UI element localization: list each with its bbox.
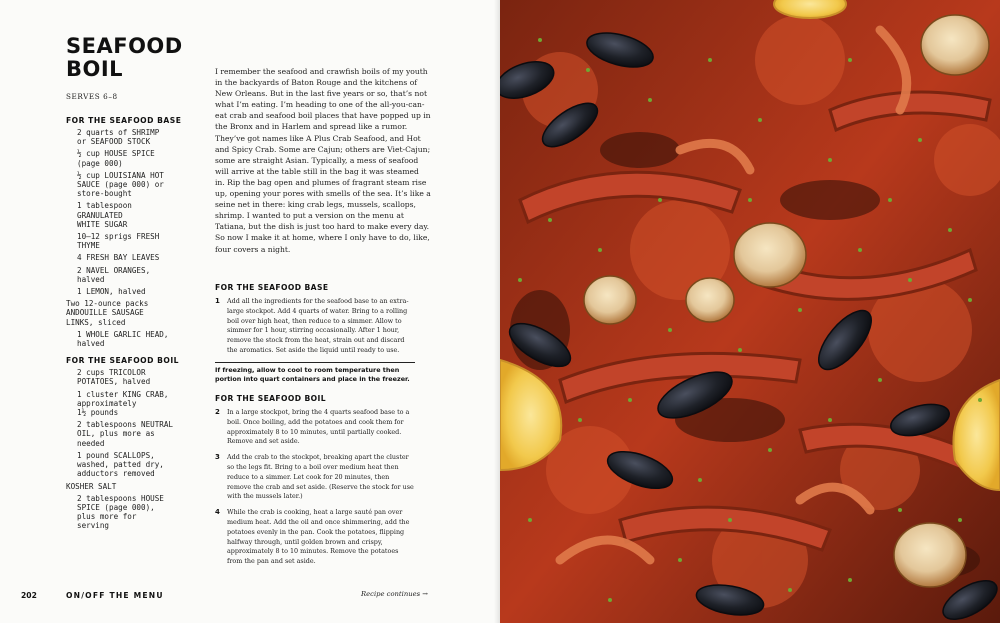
ingredient-item: 1 tablespoon GRANULATED WHITE SUGAR bbox=[77, 201, 132, 229]
ingredient-item: 2 tablespoons NEUTRAL OIL, plus more as needed bbox=[77, 420, 174, 448]
ingredients-boil-list bbox=[66, 368, 206, 530]
method-column bbox=[215, 283, 415, 573]
method-step bbox=[215, 408, 415, 447]
ingredients-column bbox=[66, 116, 206, 539]
ingredients-base-heading: FOR THE SEAFOOD BASE bbox=[66, 116, 182, 125]
ingredient-item: KOSHER SALT bbox=[66, 481, 117, 491]
ingredient-item: 10–12 sprigs FRESH THYME bbox=[77, 232, 160, 251]
ingredient-item: Two 12-ounce packs ANDOUILLE SAUSAGE LINKS, sliced bbox=[66, 299, 149, 327]
ingredient-item: 4 FRESH BAY LEAVES bbox=[77, 253, 160, 263]
photo-page bbox=[500, 0, 1000, 623]
step-number: 3 bbox=[215, 453, 220, 462]
recipe-title bbox=[66, 35, 183, 81]
seafood-boil-photo bbox=[500, 0, 1000, 623]
step-text: In a large stockpot, bring the 4 quarts seafood base to a boil. Once boiling, add the potatoes and cook them for approximately 8 to 10 minutes, until partially cooked. Remove and set aside. bbox=[227, 407, 410, 446]
ingredients-boil-heading: FOR THE SEAFOOD BOIL bbox=[66, 356, 179, 366]
method-step bbox=[215, 453, 415, 502]
ingredients-base-list bbox=[66, 128, 206, 348]
headnote: I remember the seafood and crawfish boils of my youth in the backyards of Baton Rouge and the kitchens of New Orleans. But in the last five years or so, that’s not what I’m eating. I’m heading to one of the all-you-can-eat crab and seafood boil places that have popped up in the Bronx and in Harlem and spread like a rumor. They’ve got names like A Plus Crab Seafood, and Hot and Spicy Crab. Some are Cajun; others are Viet-Cajun; some are straight Asian. Typically, a mess of seafood will arrive at the table still in the bag it was steamed in. Rip the bag open and plumes of fragrant steam rise up, opening your pores with smells of the sea. It’s like a seine net in there: king crab legs, mussels, scallops, shrimp. I wanted to put a version on the menu at Tatiana, but the dish is just too hard to make every day. So now I make it at home, where I only have to do, like, four covers a night. bbox=[215, 67, 431, 254]
recipe-continues-label: Recipe continues → bbox=[361, 590, 428, 598]
method-boil-heading: FOR THE SEAFOOD BOIL bbox=[215, 393, 326, 403]
ingredient-item: 1 pound SCALLOPS, washed, patted dry, adductors removed bbox=[77, 450, 164, 479]
ingredient-item: 2 cups TRICOLOR POTATOES, halved bbox=[77, 368, 151, 387]
ingredient-item: 2 NAVEL ORANGES, halved bbox=[77, 265, 151, 284]
step-number: 1 bbox=[215, 297, 220, 305]
step-number: 2 bbox=[215, 407, 220, 416]
method-base-heading: FOR THE SEAFOOD BASE bbox=[215, 283, 329, 292]
recipe-title-line-1: SEAFOOD bbox=[66, 34, 183, 58]
serves-label: SERVES 6–8 bbox=[66, 92, 118, 101]
page-number: 202 bbox=[21, 591, 37, 600]
step-text: Add the crab to the stockpot, breaking apart the cluster so the legs fit. Bring to a boil over medium heat then reduce to a simmer. Let cook for 20 minutes, then remove the crab and set aside. (Reserve the stock for use with the mussels later.) bbox=[227, 453, 414, 501]
ingredient-item: 1 cluster KING CRAB, approximately 1½ pounds bbox=[77, 389, 169, 418]
ingredient-item: 2 tablespoons HOUSE SPICE (page 000), plus more for serving bbox=[77, 493, 164, 531]
ingredient-item: ½ cup LOUISIANA HOT SAUCE (page 000) or store-bought bbox=[77, 170, 164, 199]
method-step bbox=[215, 297, 415, 356]
ingredient-item: 1 WHOLE GARLIC HEAD, halved bbox=[77, 329, 169, 349]
method-step bbox=[215, 508, 415, 567]
ingredient-item: ½ cup HOUSE SPICE (page 000) bbox=[77, 149, 155, 168]
step-text: While the crab is cooking, heat a large sauté pan over medium heat. Add the oil and once shimmering, add the potatoes evenly in the pan. Cook the potatoes, flipping halfway through, until golden brown and crispy, approximately 8 to 10 minutes. Remove the potatoes from the pan and set aside. bbox=[227, 508, 410, 566]
step-number: 4 bbox=[215, 508, 220, 517]
recipe-title-line-2: BOIL bbox=[66, 57, 124, 81]
running-head: ON/OFF THE MENU bbox=[66, 591, 164, 600]
ingredient-item: 1 LEMON, halved bbox=[77, 287, 146, 297]
freezing-note: If freezing, allow to cool to room temperature then portion into quart containers and place in the freezer. bbox=[215, 362, 415, 385]
ingredient-item: 2 quarts of SHRIMP or SEAFOOD STOCK bbox=[77, 128, 160, 147]
step-text: Add all the ingredients for the seafood base to an extra-large stockpot. Add 4 quarts of water. Bring to a rolling boil over high heat, then reduce to a simmer. Allow to simmer for 1 hour, stirring occasionally. After 1 hour, remove the stock from the heat, strain out and discard the aromatics. Set aside the liquid until ready to use. bbox=[227, 297, 409, 354]
